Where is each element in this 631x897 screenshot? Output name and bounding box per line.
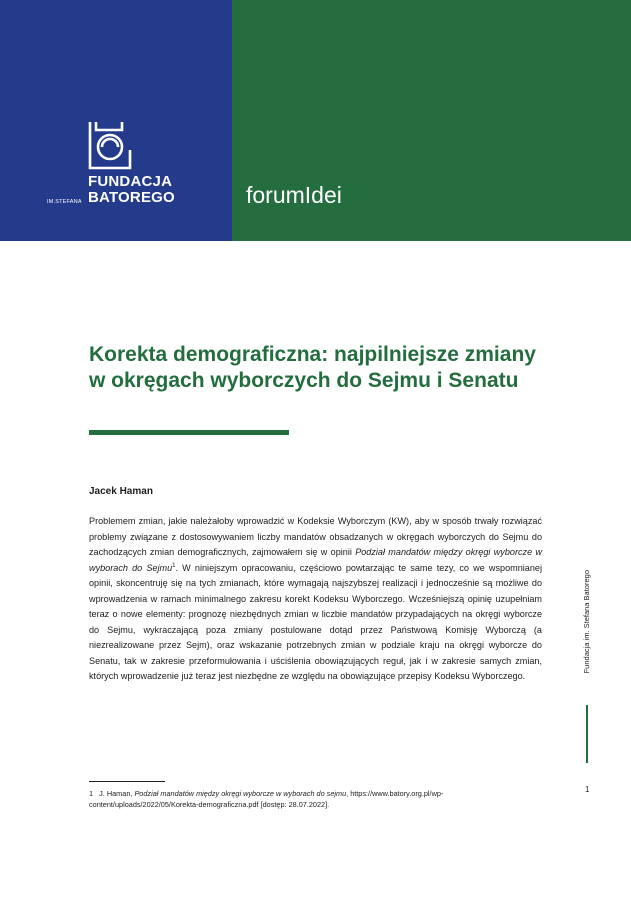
footnote-reference[interactable]: 1 [172,562,176,569]
body-paragraph [89,514,542,685]
document-title: Korekta demograficzna: najpilniejsze zmiany w okręgach wyborczych do Sejmu i Senatu [89,343,536,392]
sidebar-foundation-name: Fundacja im. Stefana Batorego [582,570,591,674]
footnote-separator [89,781,165,782]
logo-text-batorego: BATOREGO [88,189,175,206]
body-text-end: . W niniejszym opracowaniu, częściowo powtarzając te same tezy, co we wspomnianej opinii, skoncentruję się na tych zmianach, które wymagają najszybszej realizacji i jednocześnie są możliwe do wprowadzenia w ramach minimalnego zakresu korekt Kodeksu Wyborczego. Wcześniejszą opinię uzupełniam teraz o nowe elementy: prognozę niezbędnych zmian w liczbie mandatów przypadających na okręgi wyborcze do Sejmu, wykraczającą poza zmiany postulowane dotąd przez Państwową Komisję Wyborczą (a niezrealizowane przez Sejm), oraz wskazanie potrzebnych zmian w podziale kraju na okręgi wyborcze do Senatu, tak w zakresie przeformułowania i uściślenia obowiązujących reguł, jak i w zakresie samych zmian, których wprowadzenie już teraz jest niezbędne ze względu na obowiązujące przepisy Kodeksu Wyborczego. [89,562,542,681]
footnote-title: Podział mandatów między okręgi wyborcze w wyborach do sejmu [134,789,347,798]
footnote-author: J. Haman, [99,789,135,798]
fundacja-batorego-logo-icon [88,120,132,170]
series-label: forumIdei [246,182,342,208]
author-name: Jacek Haman [89,486,153,497]
logo-text-prefix: IM.STEFANA [47,199,82,205]
footnote [89,788,549,810]
logo-text-fundacja: FUNDACJA [88,173,173,190]
footnote-link[interactable]: , https://www.batory.org.pl/wp-content/uploads/2022/05/Korekta-demograficzna.pdf [dostęp: 28.07.2022]. [89,789,444,809]
cited-opinion-title: Podział mandatów między okręgi wyborcze w wyborach do Sejmu [89,547,542,573]
title-underline [89,430,289,435]
body-text-start: Problemem zmian, jakie należałoby wprowadzić w Kodeksie Wyborczym (KW), aby w sposób trwały rozwiązać problemy związane z dostosowywaniem liczby mandatów obsadzanych w okręgach wyborczych do Sejmu do zachodzących zmian demograficznych, zajmowałem się w opinii [89,516,542,557]
sidebar-accent-line [586,705,588,763]
page-number: 1 [585,785,590,794]
footnote-number: 1 [89,789,94,798]
